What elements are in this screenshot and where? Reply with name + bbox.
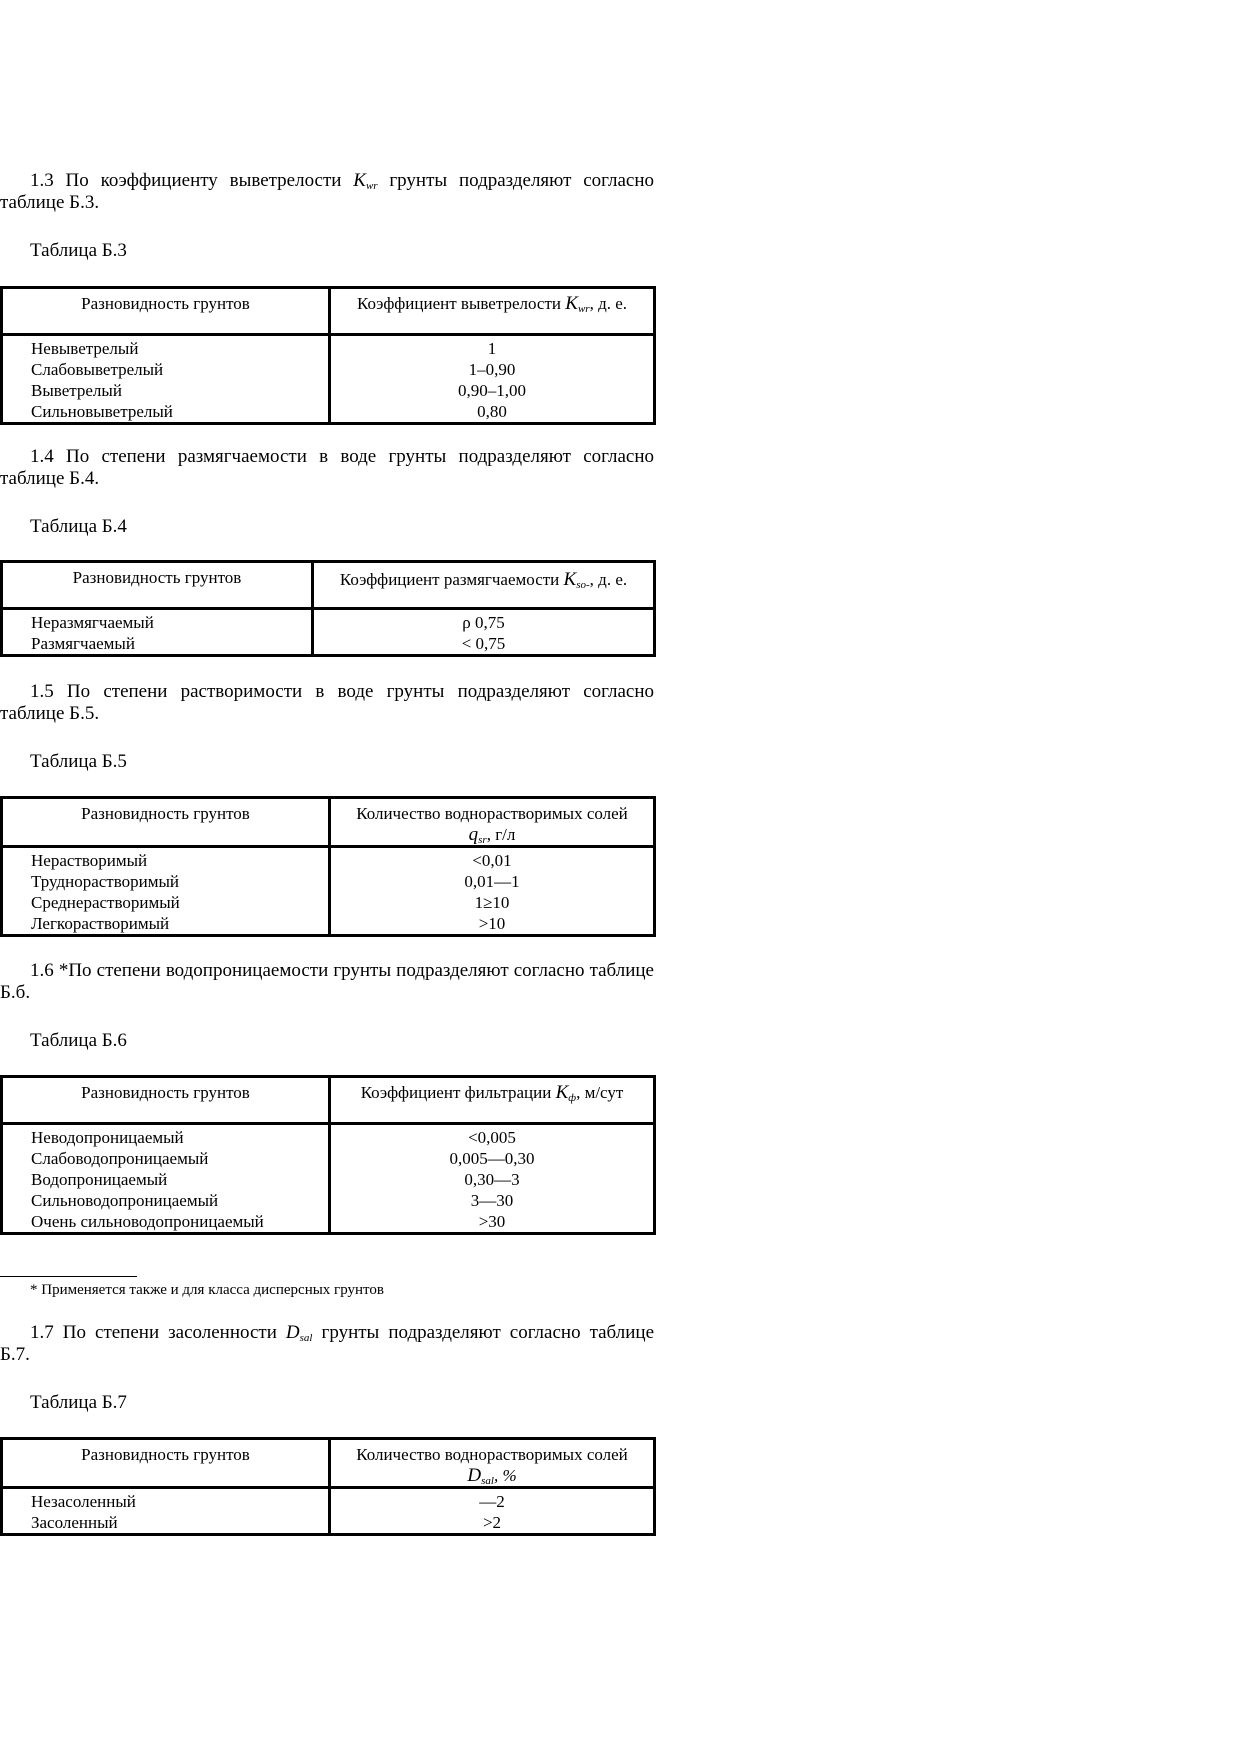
table-body-values (330, 847, 655, 936)
table-header-col2: Коэффициент фильтрации $K_ф$, м/сут (330, 1077, 655, 1124)
table-row: Нерастворимый (31, 851, 148, 870)
table-row: Слабоводопроницаемый (31, 1149, 209, 1168)
table-header-col1: Разновидность грунтов (2, 288, 330, 335)
table-cell-value: 3—30 (470, 1191, 514, 1210)
table-row: Невыветрелый (31, 339, 139, 358)
paragraph-1-7: 1.7 По степени засоленности $D_{sal}$ грунты подразделяют согласно таблице Б.7. (0, 1322, 655, 1365)
table-header-col2: Коэффициент размягчаемости $K_{so-}$, д. е. (313, 562, 655, 609)
table-cell-value: <0,01 (472, 851, 512, 870)
paragraph-1-6: 1.6 *По степени водопроницаемости грунты подразделяют согласно таблице Б.б. (0, 960, 654, 1003)
table-row: Сильновыветрелый (31, 402, 173, 421)
table-header-col2: Коэффициент выветрелости $K_{wr}$, д. е. (330, 288, 655, 335)
table-header-col2: Количество воднорастворимых солей $D_{sal}$, % (330, 1439, 655, 1488)
paragraph-1-5: 1.5 По степени растворимости в воде грунты подразделяют согласно таблице Б.5. (0, 681, 654, 724)
table-row: Слабовыветрелый (31, 360, 164, 379)
table-row: Выветрелый (31, 381, 122, 400)
table-b3 (0, 286, 656, 425)
table-body-values (330, 335, 655, 424)
table-cell-value: ρ 0,75 (462, 613, 505, 632)
table-cell-value: 1≥10 (474, 893, 510, 912)
table-cell-value: < 0,75 (461, 634, 506, 653)
table-b5 (0, 796, 656, 937)
table-body-values (330, 1488, 655, 1535)
table-row: Неводопроницаемый (31, 1128, 184, 1147)
table-caption-b4: Таблица Б.4 (30, 516, 127, 537)
table-caption-b6: Таблица Б.6 (30, 1030, 127, 1051)
table-cell-value: 0,005—0,30 (449, 1149, 535, 1168)
table-b7 (0, 1437, 656, 1536)
table-cell-value: 1 (487, 339, 497, 358)
table-caption-b5: Таблица Б.5 (30, 751, 127, 772)
table-row: Труднорастворимый (31, 872, 179, 891)
table-caption-b3: Таблица Б.3 (30, 240, 127, 261)
footnote: * Применяется также и для класса дисперсных грунтов (30, 1282, 384, 1298)
table-row: Засоленный (31, 1513, 118, 1532)
table-body-names (2, 847, 330, 936)
table-b6 (0, 1075, 656, 1235)
table-body-values (330, 1124, 655, 1234)
table-row: Размягчаемый (31, 634, 135, 653)
table-header-col2: Количество воднорастворимых солей $q_{sr}$, г/л (330, 798, 655, 847)
table-caption-b7: Таблица Б.7 (30, 1392, 127, 1413)
table-row: Неразмягчаемый (31, 613, 154, 632)
table-cell-value: 0,01—1 (464, 872, 520, 891)
table-body-names (2, 609, 313, 656)
table-row: Очень сильноводопроницаемый (31, 1212, 264, 1231)
table-cell-value: —2 (479, 1492, 505, 1511)
table-body-names (2, 335, 330, 424)
table-row: Незасоленный (31, 1492, 136, 1511)
table-header-col1: Разновидность грунтов (2, 1077, 330, 1124)
table-body-values (313, 609, 655, 656)
table-cell-value: >30 (478, 1212, 506, 1231)
footnote-separator (0, 1276, 137, 1277)
table-header-col1: Разновидность грунтов (2, 798, 330, 847)
table-row: Легкорастворимый (31, 914, 170, 933)
table-cell-value: 0,90–1,00 (458, 381, 526, 400)
table-header-col1: Разновидность грунтов (2, 562, 313, 609)
table-body-names (2, 1488, 330, 1535)
table-body-names (2, 1124, 330, 1234)
paragraph-1-3: 1.3 По коэффициенту выветрелости $K_{wr}$ грунты подразделяют согласно таблице Б.3. (0, 170, 654, 213)
table-row: Водопроницаемый (31, 1170, 168, 1189)
paragraph-1-4: 1.4 По степени размягчаемости в воде грунты подразделяют согласно таблице Б.4. (0, 446, 654, 489)
table-cell-value: 1–0,90 (468, 360, 516, 379)
table-cell-value: >2 (482, 1513, 502, 1532)
table-header-col1: Разновидность грунтов (2, 1439, 330, 1488)
table-row: Среднерастворимый (31, 893, 180, 912)
table-cell-value: 0,80 (477, 402, 507, 421)
table-cell-value: >10 (478, 914, 506, 933)
table-cell-value: 0,30—3 (464, 1170, 520, 1189)
table-b4 (0, 560, 656, 657)
table-row: Сильноводопроницаемый (31, 1191, 219, 1210)
table-cell-value: <0,005 (468, 1128, 516, 1147)
